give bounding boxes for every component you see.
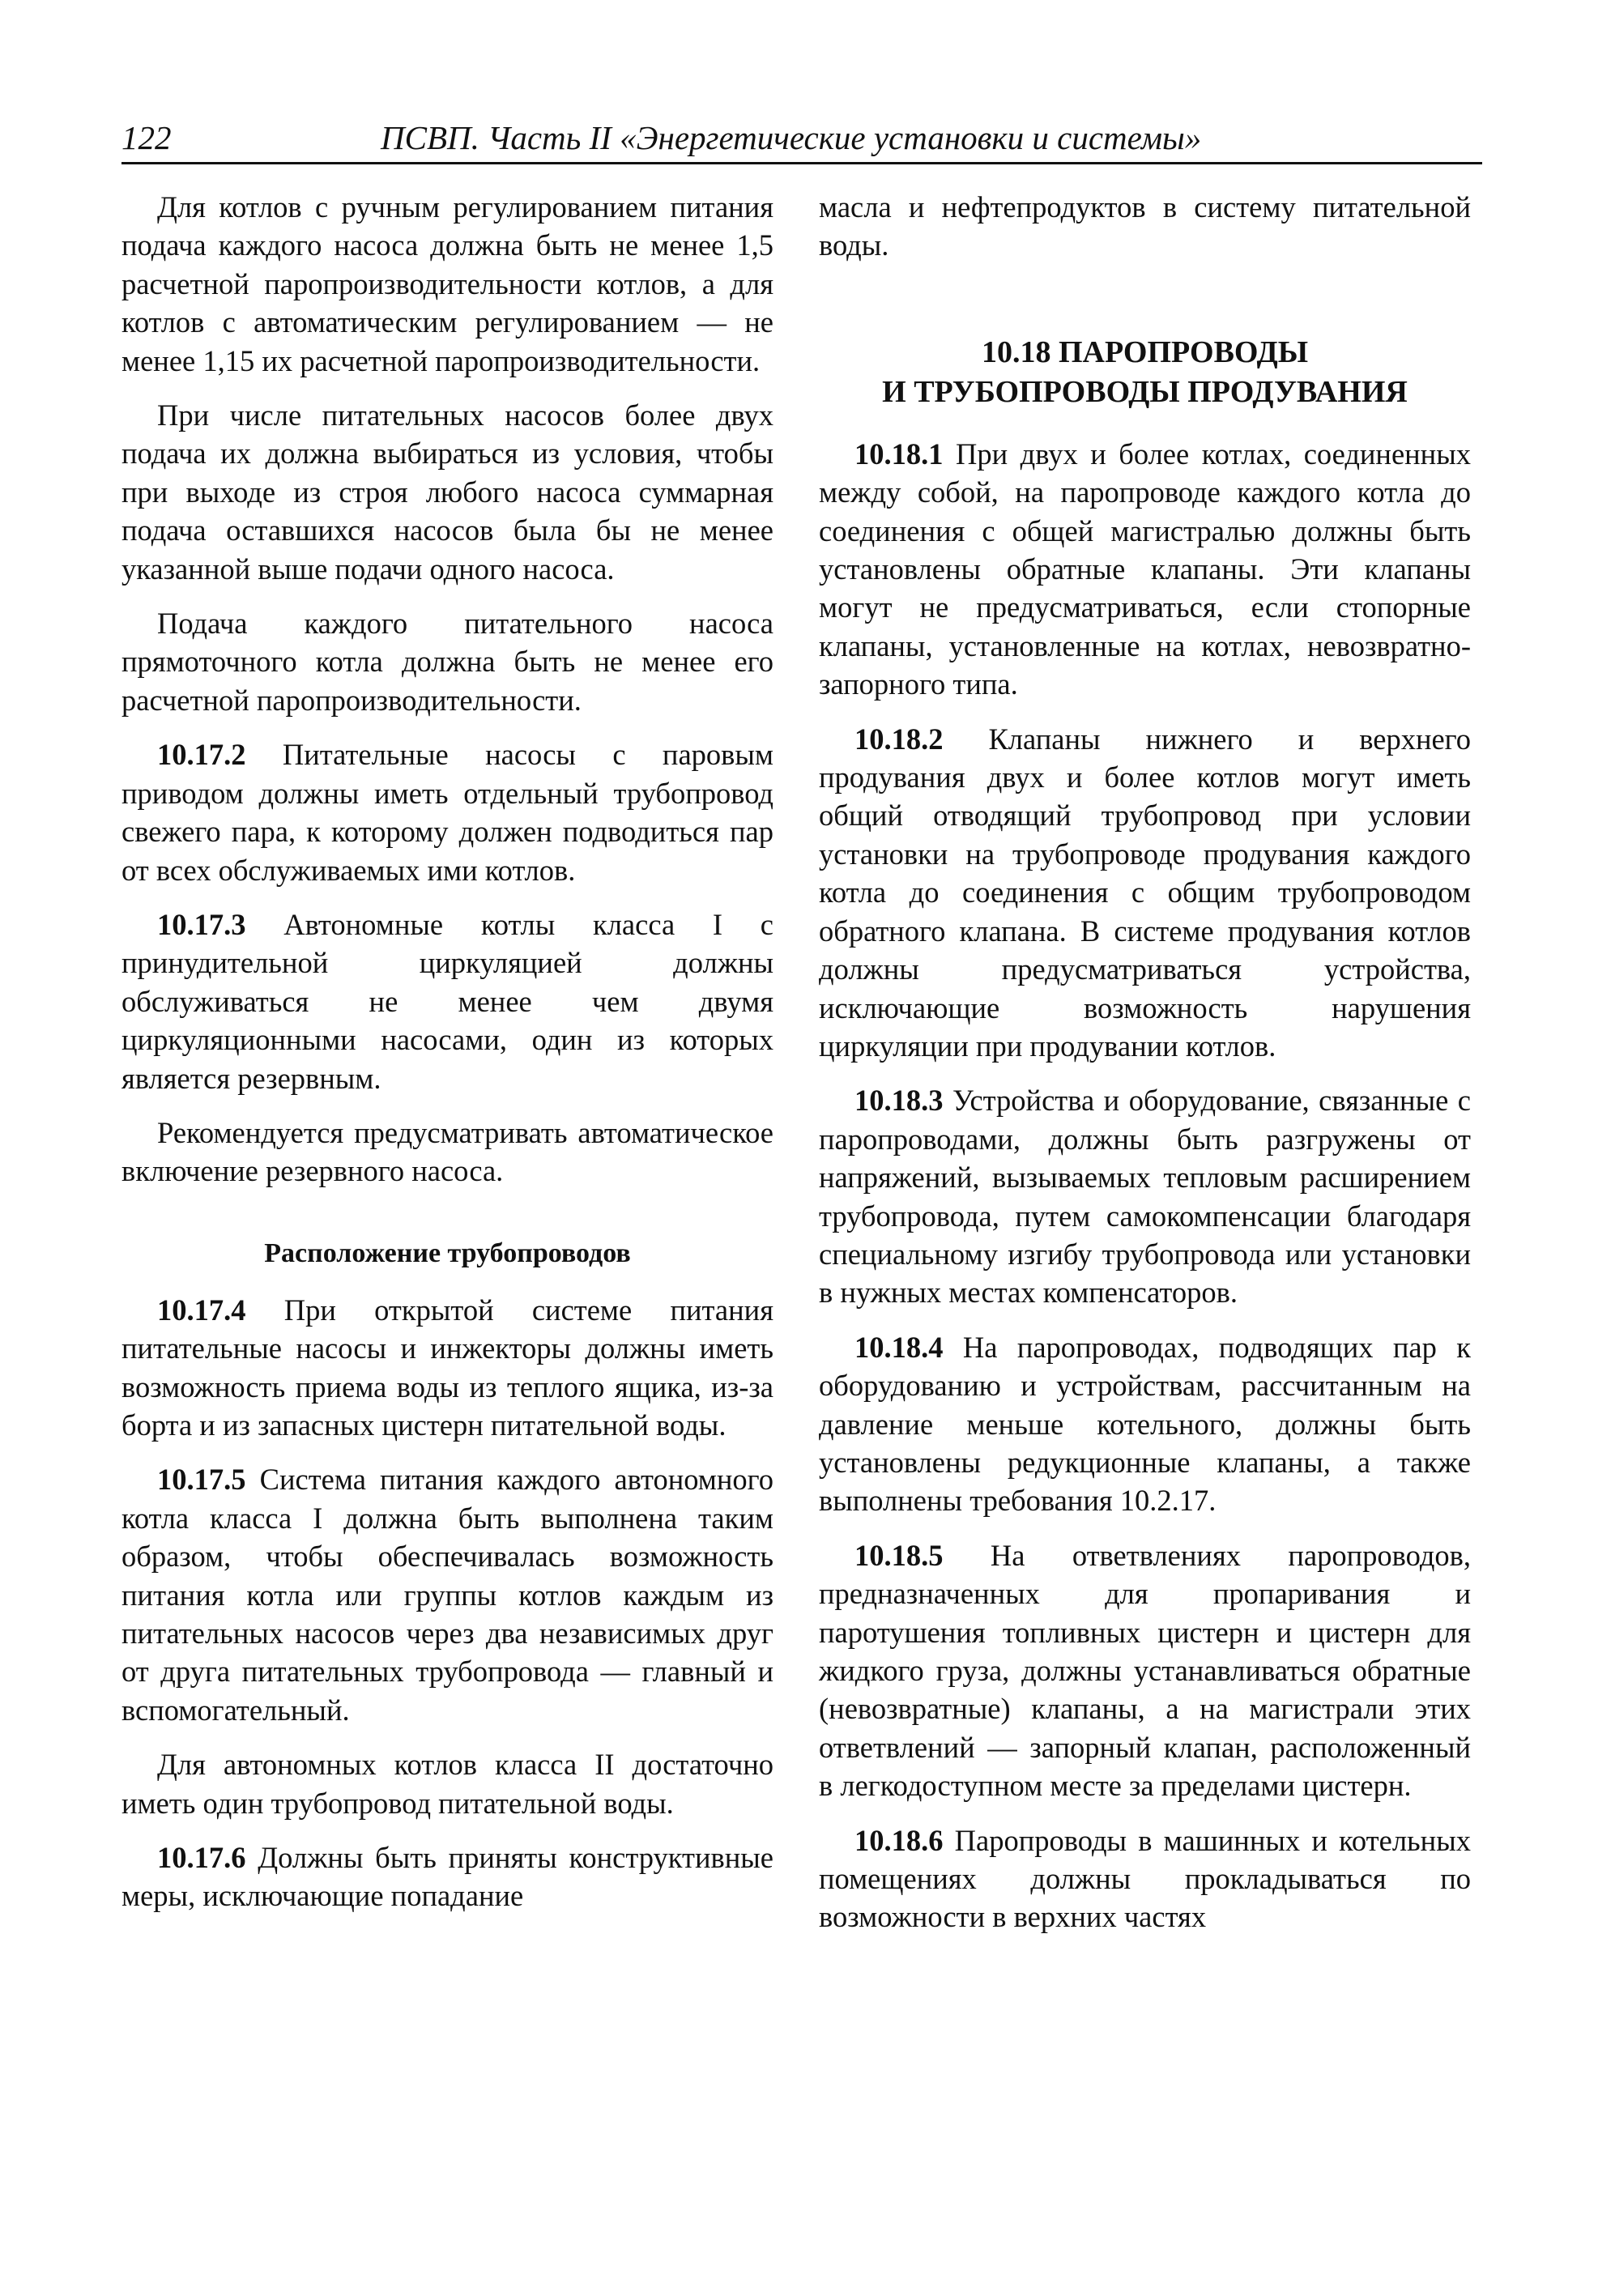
clause-10-17-2 xyxy=(121,735,773,889)
clause-number: 10.18.4 xyxy=(854,1330,944,1364)
paragraph: Для котлов с ручным регулированием питания подача каждого насоса должна быть не менее 1,5 расчетной паропроизводительности котлов, а для котлов с автоматическим регулированием — не менее 1,15 их расчетной паропроизводительности. xyxy=(121,190,773,377)
clause-number: 10.17.2 xyxy=(157,738,246,772)
clause-text: Устройства и оборудование, связанные с паропроводами, должны быть разгружены от напряжений, вызываемых тепловым расширением трубопровода, путем самокомпенсации благодаря специальному изгибу трубопровода или установки в нужных местах компенсаторов. xyxy=(819,1084,1471,1310)
left-column xyxy=(121,188,773,1915)
paragraph: Подача каждого питательного насоса прямоточного котла должна быть не менее его расчетной паропроизводительности. xyxy=(121,607,773,717)
section-title-line: 10.18 ПАРОПРОВОДЫ xyxy=(981,334,1309,369)
clause-number: 10.17.5 xyxy=(157,1463,246,1497)
clause-text: На паропроводах, подводящих пар к оборудованию и устройствам, рассчитанным на давление меньше котельного, должны быть установлены редукционные клапаны, а также выполнены требования 10.2.17. xyxy=(819,1330,1471,1518)
clause-text: Должны быть приняты конструктивные меры, исключающие попадание xyxy=(121,1841,773,1913)
subheading: Расположение трубопроводов xyxy=(264,1237,631,1268)
clause-10-18-6 xyxy=(819,1821,1471,1936)
running-header xyxy=(121,113,1482,164)
clause-number: 10.17.4 xyxy=(157,1293,246,1327)
section-title xyxy=(819,333,1471,412)
clause-10-18-2 xyxy=(819,720,1471,1066)
right-column xyxy=(819,188,1471,1936)
clause-10-17-3 xyxy=(121,905,773,1097)
clause-10-18-3 xyxy=(819,1081,1471,1311)
clause-number: 10.17.3 xyxy=(157,907,246,941)
clause-10-17-4 xyxy=(121,1291,773,1445)
paragraph: Рекомендуется предусматривать автоматическое включение резервного насоса. xyxy=(121,1115,773,1188)
clause-number: 10.18.5 xyxy=(854,1538,944,1572)
clause-text: При открытой системе питания питательные насосы и инжекторы должны иметь возможность приема воды из теплого ящика, из-за борта и из запасных цистерн питательной воды. xyxy=(121,1293,773,1442)
clause-10-18-4 xyxy=(819,1328,1471,1520)
clause-10-18-5 xyxy=(819,1536,1471,1805)
clause-10-18-1 xyxy=(819,435,1471,704)
clause-number: 10.17.6 xyxy=(157,1841,246,1875)
clause-number: 10.18.2 xyxy=(854,722,944,756)
paragraph: При числе питательных насосов более двух подача их должна выбираться из условия, чтобы при выходе из строя любого насоса суммарная подача оставшихся насосов была бы не менее указанной выше подачи одного насоса. xyxy=(121,398,773,586)
clause-text: Клапаны нижнего и верхнего продувания двух и более котлов могут иметь общий отводящий трубопровод при условии установки на трубопроводе продувания каждого котла до соединения с общим трубопроводом обратного клапана. В системе продувания котлов должны предусматриваться устройства, исключающие возможность нарушения циркуляции при продувании котлов. xyxy=(819,722,1471,1063)
paragraph: Для автономных котлов класса II достаточно иметь один трубопровод питательной воды. xyxy=(121,1748,773,1820)
page-number: 122 xyxy=(121,119,172,156)
clause-text: При двух и более котлах, соединенных между собой, на паропроводе каждого котла до соединения с общей магистралью должны быть установлены обратные клапаны. Эти клапаны могут не предусматриваться, если стопорные клапаны, установленные на котлах, невозвратно-запорного типа. xyxy=(819,437,1471,701)
clause-text: Паропроводы в машинных и котельных помещениях должны прокладываться по возможности в верхних частях xyxy=(819,1823,1471,1934)
clause-number: 10.18.1 xyxy=(854,437,944,471)
clause-text: Питательные насосы с паровым приводом должны иметь отдельный трубопровод свежего пара, к которому должен подводиться пар от всех обслуживаемых ими котлов. xyxy=(121,738,773,887)
clause-10-17-6 xyxy=(121,1838,773,1915)
clause-text: Система питания каждого автономного котла класса I должна быть выполнена таким образом, чтобы обеспечивалась возможность питания котла или группы котлов каждым из питательных насосов через два независимых друг от друга питательных трубопровода — главный и вспомогательный. xyxy=(121,1463,773,1727)
section-title-line: И ТРУБОПРОВОДЫ ПРОДУВАНИЯ xyxy=(882,374,1408,409)
clause-10-17-5 xyxy=(121,1460,773,1729)
clause-number: 10.18.3 xyxy=(854,1084,944,1118)
clause-text: Автономные котлы класса I с принудительной циркуляцией должны обслуживаться не менее чем двумя циркуляционными насосами, один из которых является резервным. xyxy=(121,907,773,1095)
running-title: ПСВП. Часть II «Энергетические установки и системы» xyxy=(381,119,1202,156)
clause-text: На ответвлениях паропроводов, предназначенных для пропаривания и паротушения топливных цистерн и цистерн для жидкого груза, должны устанавливаться обратные (невозвратные) клапаны, а на магистрали этих ответвлений — запорный клапан, расположенный в легкодоступном месте за пределами цистерн. xyxy=(819,1538,1471,1803)
clause-number: 10.18.6 xyxy=(854,1823,944,1857)
paragraph-continuation: масла и нефтепродуктов в систему питательной воды. xyxy=(819,190,1471,262)
